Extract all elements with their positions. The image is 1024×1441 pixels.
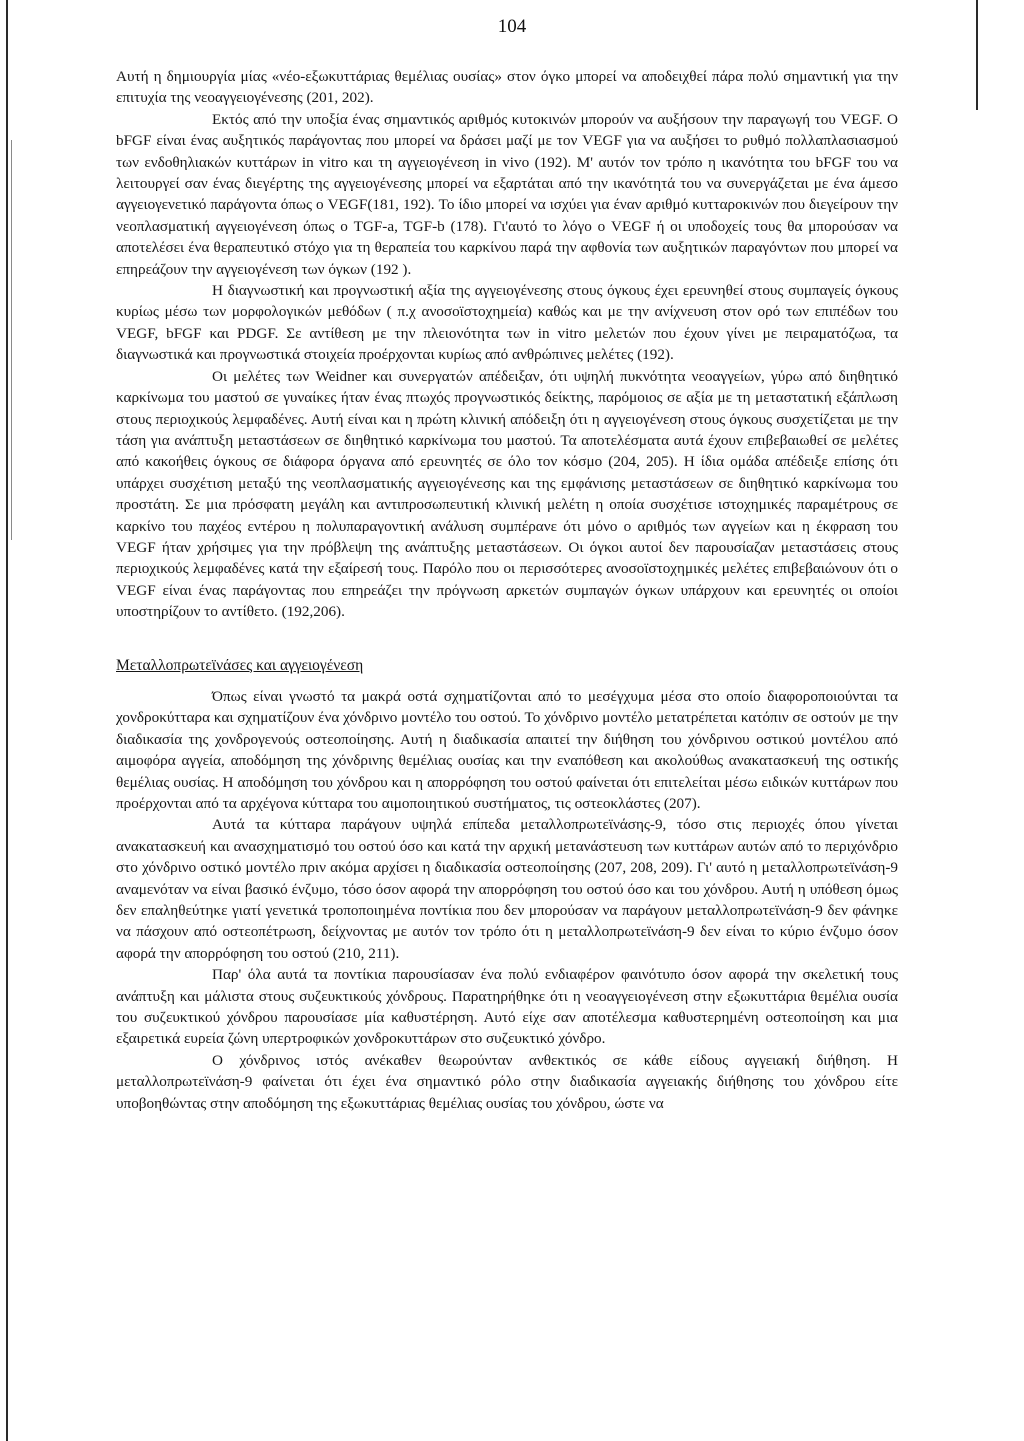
paragraph: Αυτή η δημιουργία μίας «νέο-εξωκυττάριας θεμέλιας ουσίας» στον όγκο μπορεί να αποδειχθεί πάρα πολύ σημαντική για την επιτυχία της νεοαγγειογένεσης (201, 202). xyxy=(116,68,898,107)
document-body xyxy=(116,66,898,1114)
paragraph: Ο χόνδρινος ιστός ανέκαθεν θεωρούνταν ανθεκτικός σε κάθε είδους αγγειακή διήθηση. Η μεταλλοπρωτεϊνάση-9 φαίνεται ότι έχει ένα σημαντικό ρόλο στην διαδικασία αγγειακής διήθησης του χόνδρου είτε υποβοηθώντας στην αποδόμηση της εξωκυττάριας θεμέλιας ουσίας του χόνδρου, ώστε να xyxy=(116,1051,898,1112)
paragraph: Αυτά τα κύτταρα παράγουν υψηλά επίπεδα μεταλλοπρωτεϊνάσης-9, τόσο στις περιοχές όπου γίνεται ανακατασκευή και ανασχηματισμό του οστού όσο και κατά την αρχική μετανάστευση των κυττάρων αυτών από το περιχόνδριο στο χόνδρινο οστικό μοντέλο πριν ακόμα αρχίσει η διαδικασία οστεοποίησης (207, 208, 209). Γι' αυτό η μεταλλοπρωτεϊνάση-9 αναμενόταν να είναι βασικό ένζυμο, τόσο όσον αφορά την απορρόφηση του οστού όσο και του χόνδρου. Αυτή η υπόθεση όμως δεν επαληθεύτηκε γιατί γενετικά τροποποιημένα ποντίκια που δεν μπορούσαν να παράγουν μεταλλοπρωτεϊνάση-9 δεν φάνηκε να πάσχουν από οστεοπέτρωση, δείχνοντας με αυτόν τον τρόπο ότι η μεταλλοπρωτεϊνάση-9 δεν είναι το κύριο ένζυμο όσον αφορά την απορρόφηση του οστού (210, 211). xyxy=(116,816,898,962)
scan-edge-line xyxy=(6,0,8,1441)
paragraph: Εκτός από την υποξία ένας σημαντικός αριθμός κυτοκινών μπορούν να αυξήσουν την παραγωγή του VEGF. Ο bFGF είναι ένας αυξητικός παράγοντας που μπορεί να δράσει μαζί με τον VEGF για να αυξήσει το ρυθμό πολλαπλασιασμού των ενδοθηλιακών κυττάρων in vitro και τη αγγειογένεση in vivo (192). Μ' αυτόν τον τρόπο η ικανότητα του bFGF του να λειτουργεί σαν ένας διεγέρτης της αγγειογένεσης μπορεί να εξαρτάται από την ικανότητά του να συνεργάζεται με ένα άμεσο αγγειογενετικό παράγοντα όπως ο VEGF(181, 192). Το ίδιο μπορεί να ισχύει για έναν αριθμό κυτταροκινών που διεγείρουν την νεοπλασματική αγγειογένεση όπως ο TGF-a, TGF-b (178). Γι'αυτό το λόγο ο VEGF ή οι υποδοχείς τους θα μπορούσαν να αποτελέσει ένα θεραπευτικό στόχο για τη θεραπεία του καρκίνου παρά την αφθονία των αυξητικών παραγόντων που μπορεί να επηρεάζουν την αγγειογένεση των όγκων (192 ). xyxy=(116,110,898,278)
paragraph: Οι μελέτες των Weidner και συνεργατών απέδειξαν, ότι υψηλή πυκνότητα νεοαγγείων, γύρω από διηθητικό καρκίνωμα του μαστού σε γυναίκες ήταν ένας πτωχός προγνωστικός δείκτης, παρόμοιος σε αξία με τη μεταστατική εξάπλωση στους περιοχικούς λεμφαδένες. Αυτή είναι και η πρώτη κλινική απόδειξη ότι η αγγειογένεση στους όγκους συσχετίζεται με την τάση για ανάπτυξη μεταστάσεων σε διηθητικό καρκίνωμα του μαστού. Τα αποτελέσματα αυτά έχουν επιβεβαιωθεί σε μελέτες από κακοήθεις όγκους σε διάφορα όργανα από ερευνητές σε όλο τον κόσμο (204, 205). Η ίδια ομάδα απέδειξε επίσης ότι υπάρχει συσχέτιση μεταξύ της νεοπλασματικής αγγειογένεσης και της εμφάνισης μεταστάσεων σε διηθητικό καρκίνωμα του προστάτη. Σε μια πρόσφατη μεγάλη και αντιπροσωπευτική κλινική μελέτη η οποία συσχέτισε ιστοχημικές παραμέτρους σε καρκίνο του παχέος εντέρου η πολυπαραγοντική ανάλυση συμπέρανε ότι μόνο ο αριθμός των αγγείων και η έκφραση του VEGF ήταν χρήσιμες για την πρόβλεψη της ανάπτυξης μεταστάσεων. Οι όγκοι αυτοί δεν παρουσίαζαν μεταστάσεις στους περιοχικούς λεμφαδένες κατά την εξαίρεσή τους. Παρόλο που οι περισσότερες ανοσοϊστοχημικές μελέτες επιβεβαιώνουν ότι ο VEGF είναι ένας παράγοντας που επηρεάζει την πρόγνωση αρκετών συμπαγών όγκων υπάρχουν και ερευνητές οι οποίοι υποστηρίζουν το αντίθετο. (192,206). xyxy=(116,367,898,621)
page-number: 104 xyxy=(497,16,527,37)
scan-edge-line xyxy=(11,140,12,540)
paragraph: Η διαγνωστική και προγνωστική αξία της αγγειογένεσης στους όγκους έχει ερευνηθεί στους συμπαγείς όγκους κυρίως μέσω των μορφολογικών μεθόδων ( π.χ ανοσοϊστοχημεία) καθώς και με την ανίχνευση στον ορό των επιπέδων του VEGF, bFGF και PDGF. Σε αντίθεση με την πλειονότητα των in vitro μελετών που έχουν γίνει με πειραματόζωα, τα διαγνωστικά και προγνωστικά στοιχεία προέρχονται κυρίως από ανθρώπινες μελέτες (192). xyxy=(116,282,898,364)
section-heading: Μεταλλοπρωτεϊνάσες και αγγειογένεση xyxy=(116,656,364,674)
paragraph: Όπως είναι γνωστό τα μακρά οστά σχηματίζονται από το μεσέγχυμα μέσα στο οποίο διαφοροποιούνται τα χονδροκύτταρα και σχηματίζουν ένα χόνδρινο μοντέλο του οστού. Το χόνδρινο μοντέλο μετατρέπεται κατόπιν σε οστούν με την διαδικασία της χονδρογενούς οστεοποίησης. Αυτή η διαδικασία απαιτεί την διήθηση του χόνδρινου οστικού μοντέλου από αιμοφόρα αγγεία, αποδόμηση της χόνδρινης θεμέλιας ουσίας και την εναπόθεση και ακολούθως ανακατασκευή της οστικής θεμέλιας ουσίας. Η αποδόμηση του χόνδρου και η απορρόφηση του οστού φαίνεται ότι επιτελείται μέσω ειδικών κυττάρων που προέρχονται από τα αρχέγονα κύτταρα του αιμοποιητικού συστήματος, τις οστεοκλάστες (207). xyxy=(116,687,898,812)
paragraph: Παρ' όλα αυτά τα ποντίκια παρουσίασαν ένα πολύ ενδιαφέρον φαινότυπο όσον αφορά την σκελετική τους ανάπτυξη και μάλιστα στους συζευκτικούς χόνδρους. Παρατηρήθηκε ότι η νεοαγγειογένεση στην εξωκυττάρια θεμέλια ουσία του συζευκτικού χόνδρου παρουσίασε μία καθυστέρηση. Αυτό είχε σαν αποτέλεσμα καθυστερημένη οστεοποίηση και μια εξαιρετικά ευρεία ζώνη υπερτροφικών χονδροκυττάρων στο συζευκτικό χόνδρο. xyxy=(116,966,898,1048)
